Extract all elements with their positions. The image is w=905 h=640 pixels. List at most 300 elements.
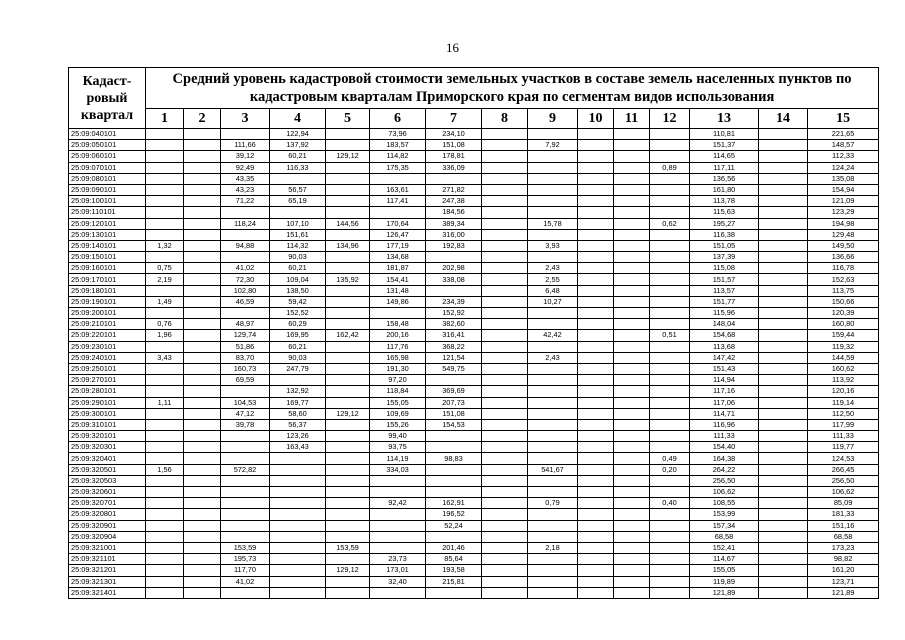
value-cell: 48,97 [221,319,270,330]
value-cell: 138,50 [270,285,326,296]
value-cell [759,229,808,240]
value-cell [650,386,690,397]
table-row [69,498,879,509]
value-cell [326,576,370,587]
value-cell: 160,73 [221,363,270,374]
value-cell [528,375,578,386]
value-cell [184,229,221,240]
value-cell [184,196,221,207]
value-cell: 110,81 [690,129,759,140]
table-row [69,531,879,542]
value-cell: 173,23 [808,542,879,553]
value-cell [650,352,690,363]
value-cell [578,263,614,274]
value-cell [326,397,370,408]
cadastral-quarter-cell: 25:09:320801 [69,509,146,520]
value-cell: 121,89 [690,587,759,598]
value-cell [614,363,650,374]
value-cell [184,464,221,475]
value-cell [326,319,370,330]
value-cell [482,352,528,363]
value-cell [184,308,221,319]
value-cell [614,565,650,576]
table-row [69,363,879,374]
header-line: квартал [80,107,134,123]
value-cell [146,252,184,263]
value-cell [482,229,528,240]
value-cell: 117,99 [808,419,879,430]
table-row [69,162,879,173]
cadastral-quarter-header [69,68,146,129]
value-cell: 1,96 [146,330,184,341]
value-cell: 68,58 [808,531,879,542]
value-cell [426,285,482,296]
value-cell: 129,12 [326,151,370,162]
value-cell: 123,71 [808,576,879,587]
value-cell: 334,03 [370,464,426,475]
value-cell [146,487,184,498]
value-cell: 72,30 [221,274,270,285]
value-cell [146,196,184,207]
value-cell [614,419,650,430]
table-row [69,140,879,151]
value-cell: 154,41 [370,274,426,285]
value-cell: 109,69 [370,408,426,419]
value-cell [146,520,184,531]
value-cell [146,576,184,587]
value-cell: 32,40 [370,576,426,587]
table-row [69,319,879,330]
value-cell [146,363,184,374]
value-cell [578,173,614,184]
table-row [69,587,879,598]
value-cell: 99,40 [370,431,426,442]
value-cell [482,431,528,442]
value-cell [650,263,690,274]
value-cell: 338,08 [426,274,482,285]
value-cell [650,173,690,184]
value-cell [221,386,270,397]
value-cell [528,397,578,408]
value-cell: 152,92 [426,308,482,319]
value-cell [482,140,528,151]
segment-number: 14 [759,109,808,129]
value-cell [578,218,614,229]
segment-number: 8 [482,109,528,129]
value-cell: 69,59 [221,375,270,386]
value-cell [578,229,614,240]
value-cell: 1,56 [146,464,184,475]
table-row [69,285,879,296]
value-cell: 116,33 [270,162,326,173]
value-cell [759,319,808,330]
value-cell [184,509,221,520]
value-cell: 15,78 [528,218,578,229]
value-cell: 117,06 [690,397,759,408]
value-cell [759,285,808,296]
page-number: 16 [446,40,459,55]
value-cell: 160,80 [808,319,879,330]
value-cell: 111,66 [221,140,270,151]
value-cell: 2,43 [528,352,578,363]
value-cell [146,531,184,542]
value-cell: 196,52 [426,509,482,520]
value-cell [326,263,370,274]
value-cell [184,587,221,598]
value-cell: 368,22 [426,341,482,352]
value-cell [482,330,528,341]
value-cell [614,296,650,307]
value-cell [650,542,690,553]
table-row [69,509,879,520]
value-cell: 117,76 [370,341,426,352]
cadastral-quarter-cell: 25:09:120101 [69,218,146,229]
value-cell [270,207,326,218]
value-cell [370,587,426,598]
segment-number: 3 [221,109,270,129]
value-cell [614,129,650,140]
value-cell [650,587,690,598]
value-cell [184,419,221,430]
value-cell [146,129,184,140]
cadastral-quarter-cell: 25:09:100101 [69,196,146,207]
value-cell: 149,86 [370,296,426,307]
value-cell: 119,32 [808,341,879,352]
value-cell [184,129,221,140]
value-cell [370,475,426,486]
value-cell [326,140,370,151]
value-cell [578,252,614,263]
value-cell: 60,21 [270,151,326,162]
cadastral-quarter-cell: 25:09:160101 [69,263,146,274]
value-cell [482,363,528,374]
cadastral-quarter-cell: 25:09:110101 [69,207,146,218]
value-cell: 316,00 [426,229,482,240]
value-cell: 162,91 [426,498,482,509]
value-cell [221,453,270,464]
value-cell: 144,56 [326,218,370,229]
value-cell: 39,12 [221,151,270,162]
value-cell [184,375,221,386]
value-cell [759,184,808,195]
value-cell [221,308,270,319]
value-cell [528,431,578,442]
value-cell [614,162,650,173]
value-cell: 163,61 [370,184,426,195]
value-cell [578,464,614,475]
cadastral-quarter-cell: 25:09:220101 [69,330,146,341]
value-cell [614,542,650,553]
value-cell [184,263,221,274]
value-cell [370,520,426,531]
value-cell: 0,76 [146,319,184,330]
value-cell [221,498,270,509]
value-cell [146,554,184,565]
value-cell [578,397,614,408]
value-cell [482,173,528,184]
value-cell: 144,59 [808,352,879,363]
value-cell: 0,89 [650,162,690,173]
table-row [69,565,879,576]
value-cell [482,263,528,274]
value-cell [184,296,221,307]
value-cell [270,509,326,520]
value-cell [528,229,578,240]
value-cell: 155,05 [370,397,426,408]
cadastral-quarter-cell: 25:09:320901 [69,520,146,531]
value-cell [482,520,528,531]
value-cell: 0,40 [650,498,690,509]
value-cell: 119,77 [808,442,879,453]
value-cell [614,218,650,229]
table-row [69,442,879,453]
value-cell [482,196,528,207]
value-cell: 129,12 [326,408,370,419]
value-cell: 132,92 [270,386,326,397]
value-cell [326,162,370,173]
value-cell: 10,27 [528,296,578,307]
value-cell [759,542,808,553]
value-cell [759,587,808,598]
value-cell: 181,33 [808,509,879,520]
cadastral-quarter-cell: 25:09:250101 [69,363,146,374]
value-cell: 154,40 [690,442,759,453]
value-cell: 382,60 [426,319,482,330]
value-cell [528,576,578,587]
value-cell [221,509,270,520]
value-cell: 118,24 [221,218,270,229]
value-cell [146,207,184,218]
value-cell: 115,96 [690,308,759,319]
value-cell: 113,57 [690,285,759,296]
value-cell [528,196,578,207]
value-cell: 151,08 [426,408,482,419]
value-cell [184,576,221,587]
value-cell: 92,42 [370,498,426,509]
value-cell: 170,64 [370,218,426,229]
value-cell [614,196,650,207]
value-cell [614,207,650,218]
value-cell: 117,70 [221,565,270,576]
value-cell [426,487,482,498]
value-cell [184,531,221,542]
value-cell [146,341,184,352]
value-cell [184,330,221,341]
value-cell: 137,39 [690,252,759,263]
value-cell [578,453,614,464]
value-cell: 98,83 [426,453,482,464]
value-cell: 116,78 [808,263,879,274]
value-cell [650,129,690,140]
cadastral-quarter-cell: 25:09:320401 [69,453,146,464]
value-cell [650,487,690,498]
value-cell: 71,22 [221,196,270,207]
value-cell: 3,93 [528,240,578,251]
value-cell [482,498,528,509]
value-cell [528,408,578,419]
value-cell [528,509,578,520]
value-cell [221,520,270,531]
value-cell [759,341,808,352]
value-cell [184,319,221,330]
value-cell: 202,98 [426,263,482,274]
value-cell [578,431,614,442]
value-cell [482,386,528,397]
value-cell [578,576,614,587]
cadastral-quarter-cell: 25:09:170101 [69,274,146,285]
value-cell: 151,37 [690,140,759,151]
value-cell [426,431,482,442]
cadastral-quarter-cell: 25:09:090101 [69,184,146,195]
value-cell [146,218,184,229]
value-cell [650,565,690,576]
value-cell [326,475,370,486]
value-cell [614,263,650,274]
table-row [69,330,879,341]
cadastral-quarter-cell: 25:09:320501 [69,464,146,475]
value-cell: 51,86 [221,341,270,352]
table-row [69,542,879,553]
value-cell [650,576,690,587]
value-cell [146,542,184,553]
value-cell: 271,82 [426,184,482,195]
value-cell [184,498,221,509]
table-row [69,129,879,140]
value-cell [184,408,221,419]
value-cell [221,129,270,140]
value-cell: 129,48 [808,229,879,240]
value-cell: 108,55 [690,498,759,509]
value-cell [482,375,528,386]
value-cell: 1,49 [146,296,184,307]
cadastral-quarter-cell: 25:09:320503 [69,475,146,486]
value-cell: 114,71 [690,408,759,419]
value-cell: 152,52 [270,308,326,319]
cadastral-quarter-cell: 25:09:190101 [69,296,146,307]
value-cell [482,308,528,319]
value-cell [614,453,650,464]
value-cell: 162,42 [326,330,370,341]
value-cell [221,587,270,598]
value-cell [482,319,528,330]
value-cell [759,162,808,173]
value-cell: 60,29 [270,319,326,330]
value-cell [184,173,221,184]
table-row [69,296,879,307]
cadastral-quarter-cell: 25:09:321001 [69,542,146,553]
value-cell [270,464,326,475]
table-row [69,576,879,587]
value-cell [578,554,614,565]
value-cell [184,285,221,296]
value-cell [528,184,578,195]
value-cell [528,565,578,576]
value-cell: 165,98 [370,352,426,363]
segment-number: 6 [370,109,426,129]
value-cell: 0,79 [528,498,578,509]
value-cell [270,554,326,565]
value-cell [184,542,221,553]
value-cell: 97,20 [370,375,426,386]
value-cell [614,285,650,296]
value-cell [578,419,614,430]
value-cell [614,375,650,386]
value-cell: 113,75 [808,285,879,296]
value-cell [578,509,614,520]
value-cell [528,475,578,486]
value-cell: 572,82 [221,464,270,475]
value-cell [528,319,578,330]
value-cell [759,576,808,587]
value-cell: 94,88 [221,240,270,251]
value-cell [326,196,370,207]
value-cell: 221,65 [808,129,879,140]
value-cell [482,419,528,430]
value-cell [528,386,578,397]
value-cell [759,129,808,140]
value-cell [759,431,808,442]
value-cell [650,229,690,240]
value-cell [482,531,528,542]
value-cell: 164,38 [690,453,759,464]
value-cell [528,341,578,352]
value-cell: 151,43 [690,363,759,374]
value-cell [146,140,184,151]
value-cell [614,431,650,442]
value-cell [614,487,650,498]
value-cell [146,173,184,184]
value-cell [759,397,808,408]
value-cell: 0,62 [650,218,690,229]
segment-number: 12 [650,109,690,129]
value-cell [528,162,578,173]
value-cell [370,207,426,218]
value-cell [482,542,528,553]
segment-number: 13 [690,109,759,129]
value-cell: 102,80 [221,285,270,296]
value-cell [528,453,578,464]
value-cell: 60,21 [270,341,326,352]
value-cell [759,453,808,464]
value-cell [370,542,426,553]
header-line: Кадаст- [82,73,132,89]
value-cell [578,363,614,374]
segment-number: 4 [270,109,326,129]
value-cell: 65,19 [270,196,326,207]
value-cell [650,341,690,352]
value-cell: 177,19 [370,240,426,251]
value-cell: 264,22 [690,464,759,475]
value-cell [650,520,690,531]
value-cell [326,375,370,386]
value-cell: 85,09 [808,498,879,509]
value-cell [650,375,690,386]
value-cell: 155,05 [690,565,759,576]
value-cell: 119,14 [808,397,879,408]
value-cell [146,184,184,195]
value-cell [270,587,326,598]
table-row [69,554,879,565]
value-cell: 98,82 [808,554,879,565]
value-cell [614,240,650,251]
value-cell [184,363,221,374]
value-cell [184,554,221,565]
value-cell: 135,92 [326,274,370,285]
value-cell: 215,81 [426,576,482,587]
table-row [69,352,879,363]
value-cell: 247,38 [426,196,482,207]
value-cell: 119,89 [690,576,759,587]
